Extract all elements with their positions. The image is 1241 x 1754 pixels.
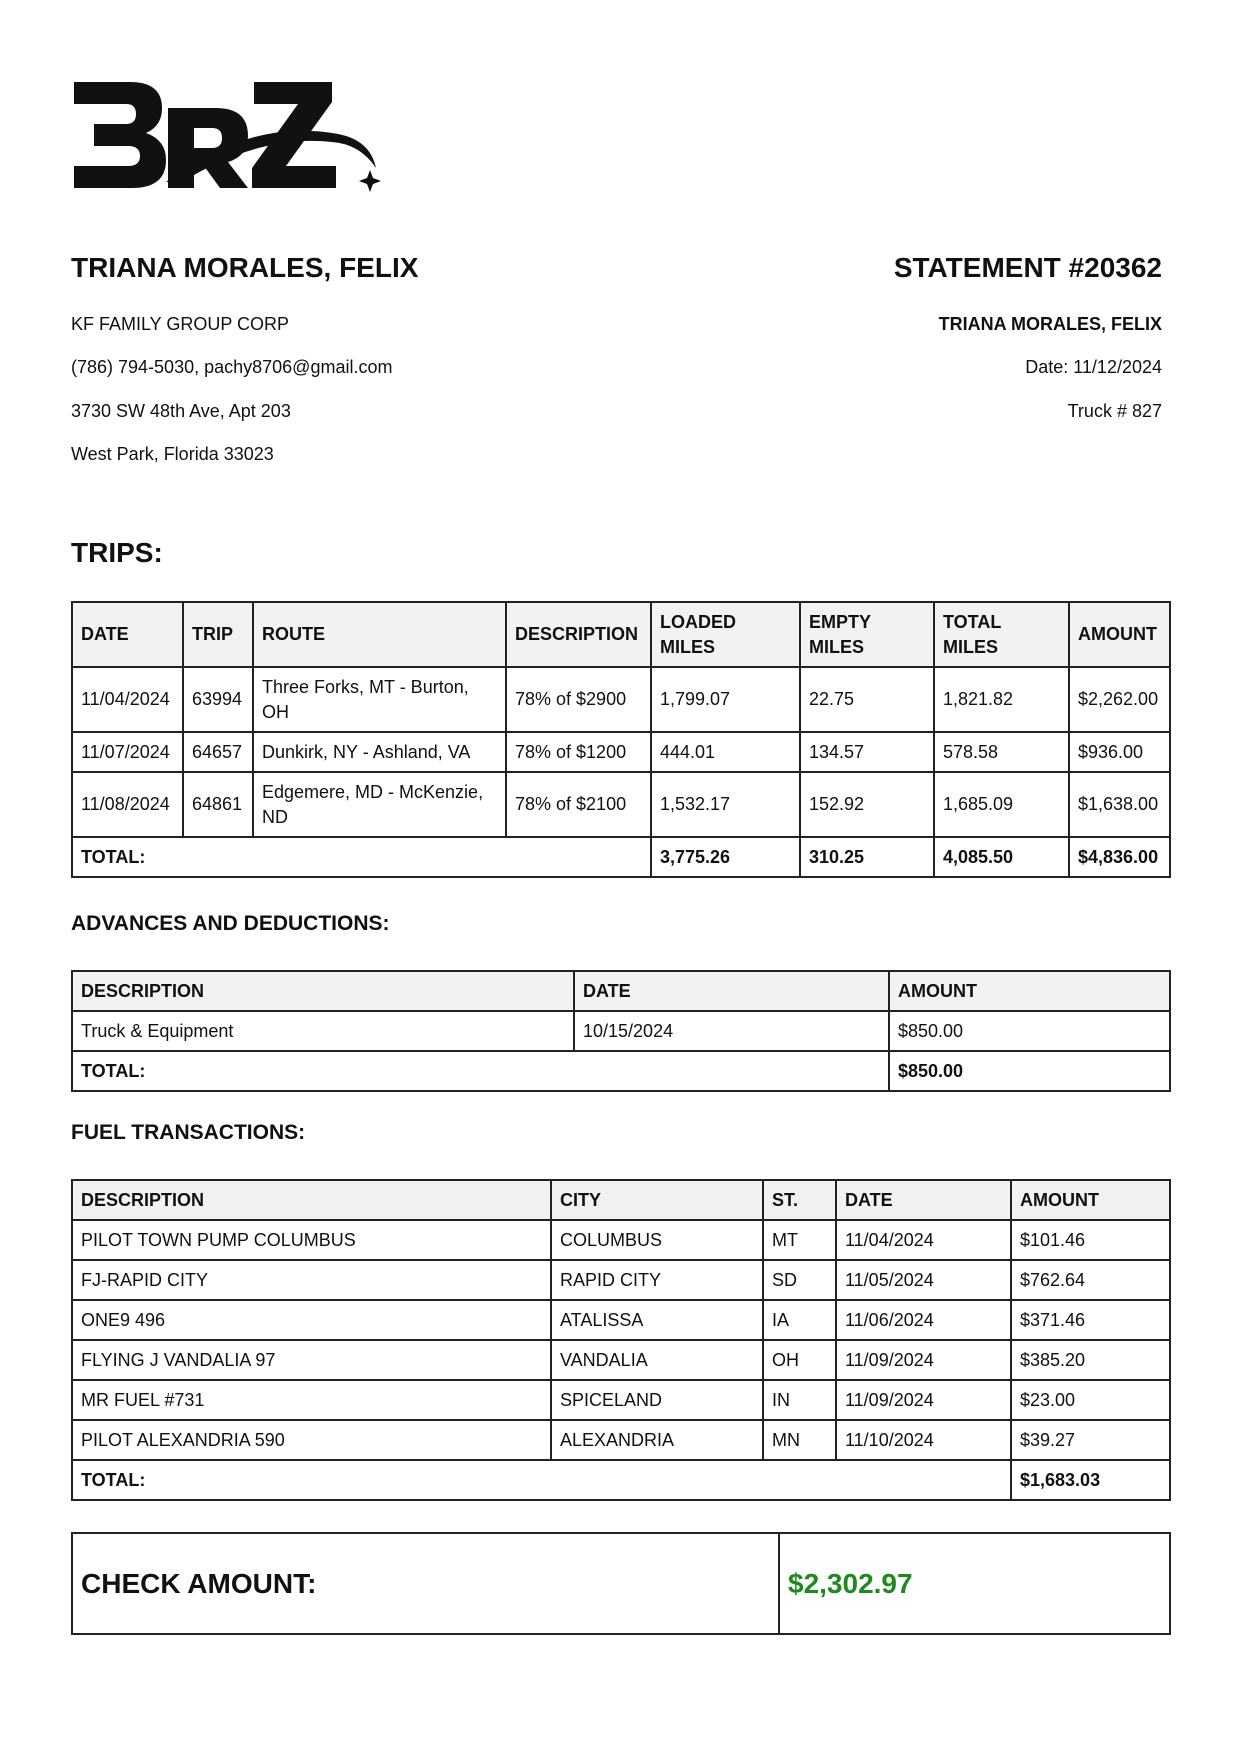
- check-amount-label: CHECK AMOUNT:: [72, 1533, 779, 1634]
- cell: $23.00: [1011, 1380, 1170, 1420]
- cell: 11/04/2024: [836, 1220, 1011, 1260]
- trips-heading: TRIPS:: [71, 537, 163, 568]
- cell: FLYING J VANDALIA 97: [72, 1340, 551, 1380]
- cell: $2,262.00: [1069, 667, 1170, 732]
- cell: RAPID CITY: [551, 1260, 763, 1300]
- table-row: [72, 1300, 1170, 1340]
- cell: 134.57: [800, 732, 934, 772]
- table-row: [72, 667, 1170, 732]
- advances-table: [71, 970, 1171, 1092]
- cell: ATALISSA: [551, 1300, 763, 1340]
- check-amount-row: [72, 1533, 1170, 1634]
- cell: $101.46: [1011, 1220, 1170, 1260]
- cell: 578.58: [934, 732, 1069, 772]
- address-line-2: West Park, Florida 33023: [71, 444, 274, 464]
- cell: SD: [763, 1260, 836, 1300]
- cell: 444.01: [651, 732, 800, 772]
- driver-name: TRIANA MORALES, FELIX: [71, 252, 419, 283]
- cell: MR FUEL #731: [72, 1380, 551, 1420]
- cell: 11/09/2024: [836, 1380, 1011, 1420]
- check-amount-box: [71, 1532, 1171, 1635]
- table-row: [72, 1220, 1170, 1260]
- cell: 11/09/2024: [836, 1340, 1011, 1380]
- cell: 78% of $2900: [506, 667, 651, 732]
- column-header: ST.: [763, 1180, 836, 1220]
- column-header: ROUTE: [253, 602, 506, 667]
- cell: $371.46: [1011, 1300, 1170, 1340]
- total-amount: $4,836.00: [1069, 837, 1170, 877]
- column-header: TRIP: [183, 602, 253, 667]
- cell: 1,821.82: [934, 667, 1069, 732]
- address-line-1: 3730 SW 48th Ave, Apt 203: [71, 401, 291, 421]
- total-amount: $850.00: [889, 1051, 1170, 1091]
- check-amount-value: $2,302.97: [779, 1533, 1170, 1634]
- cell: FJ-RAPID CITY: [72, 1260, 551, 1300]
- column-header: TOTAL MILES: [934, 602, 1069, 667]
- cell: 64861: [183, 772, 253, 837]
- column-header: DESCRIPTION: [506, 602, 651, 667]
- total-row: [72, 1460, 1170, 1500]
- table-header-row: [72, 1180, 1170, 1220]
- table-row: [72, 1420, 1170, 1460]
- cell: Three Forks, MT - Burton, OH: [253, 667, 506, 732]
- column-header: DATE: [836, 1180, 1011, 1220]
- cell: ONE9 496: [72, 1300, 551, 1340]
- cell: $850.00: [889, 1011, 1170, 1051]
- cell: 63994: [183, 667, 253, 732]
- cell: 11/07/2024: [72, 732, 183, 772]
- cell: 11/10/2024: [836, 1420, 1011, 1460]
- total-label: TOTAL:: [72, 1460, 1011, 1500]
- contact-info: (786) 794-5030, pachy8706@gmail.com: [71, 357, 393, 377]
- cell: $1,638.00: [1069, 772, 1170, 837]
- statement-driver-name: TRIANA MORALES, FELIX: [938, 314, 1162, 334]
- cell: Dunkirk, NY - Ashland, VA: [253, 732, 506, 772]
- cell: $762.64: [1011, 1260, 1170, 1300]
- cell: IN: [763, 1380, 836, 1420]
- total-row: [72, 1051, 1170, 1091]
- cell: $385.20: [1011, 1340, 1170, 1380]
- advances-heading: ADVANCES AND DEDUCTIONS:: [71, 912, 390, 935]
- column-header: EMPTY MILES: [800, 602, 934, 667]
- cell: MN: [763, 1420, 836, 1460]
- total-label: TOTAL:: [72, 1051, 889, 1091]
- table-row: [72, 1011, 1170, 1051]
- column-header: DATE: [574, 971, 889, 1011]
- cell: 22.75: [800, 667, 934, 732]
- column-header: AMOUNT: [889, 971, 1170, 1011]
- fuel-heading: FUEL TRANSACTIONS:: [71, 1121, 306, 1144]
- table-header-row: [72, 602, 1170, 667]
- fuel-table: [71, 1179, 1171, 1501]
- cell: IA: [763, 1300, 836, 1340]
- cell: 1,685.09: [934, 772, 1069, 837]
- column-header: LOADED MILES: [651, 602, 800, 667]
- cell: $39.27: [1011, 1420, 1170, 1460]
- table-row: [72, 772, 1170, 837]
- cell: 11/04/2024: [72, 667, 183, 732]
- cell: 78% of $1200: [506, 732, 651, 772]
- cell: 1,799.07: [651, 667, 800, 732]
- total-label: TOTAL:: [72, 837, 651, 877]
- cell: COLUMBUS: [551, 1220, 763, 1260]
- column-header: DATE: [72, 602, 183, 667]
- truck-number: Truck # 827: [1067, 401, 1162, 421]
- table-row: [72, 1260, 1170, 1300]
- cell: 11/05/2024: [836, 1260, 1011, 1300]
- column-header: AMOUNT: [1069, 602, 1170, 667]
- cell: VANDALIA: [551, 1340, 763, 1380]
- statement-title: STATEMENT #20362: [893, 252, 1162, 283]
- column-header: DESCRIPTION: [72, 971, 574, 1011]
- cell: Edgemere, MD - McKenzie, ND: [253, 772, 506, 837]
- cell: PILOT ALEXANDRIA 590: [72, 1420, 551, 1460]
- cell: MT: [763, 1220, 836, 1260]
- total-amount: $1,683.03: [1011, 1460, 1170, 1500]
- cell: 11/08/2024: [72, 772, 183, 837]
- cell: 152.92: [800, 772, 934, 837]
- table-header-row: [72, 971, 1170, 1011]
- company-logo: [70, 78, 390, 198]
- cell: OH: [763, 1340, 836, 1380]
- table-row: [72, 1380, 1170, 1420]
- column-header: CITY: [551, 1180, 763, 1220]
- total-loaded-miles: 3,775.26: [651, 837, 800, 877]
- cell: ALEXANDRIA: [551, 1420, 763, 1460]
- cell: SPICELAND: [551, 1380, 763, 1420]
- cell: 1,532.17: [651, 772, 800, 837]
- cell: Truck & Equipment: [72, 1011, 574, 1051]
- statement-date: Date: 11/12/2024: [1025, 357, 1162, 377]
- total-row: [72, 837, 1170, 877]
- table-row: [72, 1340, 1170, 1380]
- cell: 64657: [183, 732, 253, 772]
- total-empty-miles: 310.25: [800, 837, 934, 877]
- total-miles: 4,085.50: [934, 837, 1069, 877]
- cell: PILOT TOWN PUMP COLUMBUS: [72, 1220, 551, 1260]
- column-header: AMOUNT: [1011, 1180, 1170, 1220]
- cell: 10/15/2024: [574, 1011, 889, 1051]
- cell: $936.00: [1069, 732, 1170, 772]
- cell: 78% of $2100: [506, 772, 651, 837]
- trips-table: [71, 601, 1171, 878]
- column-header: DESCRIPTION: [72, 1180, 551, 1220]
- table-row: [72, 732, 1170, 772]
- company-name: KF FAMILY GROUP CORP: [71, 314, 290, 334]
- cell: 11/06/2024: [836, 1300, 1011, 1340]
